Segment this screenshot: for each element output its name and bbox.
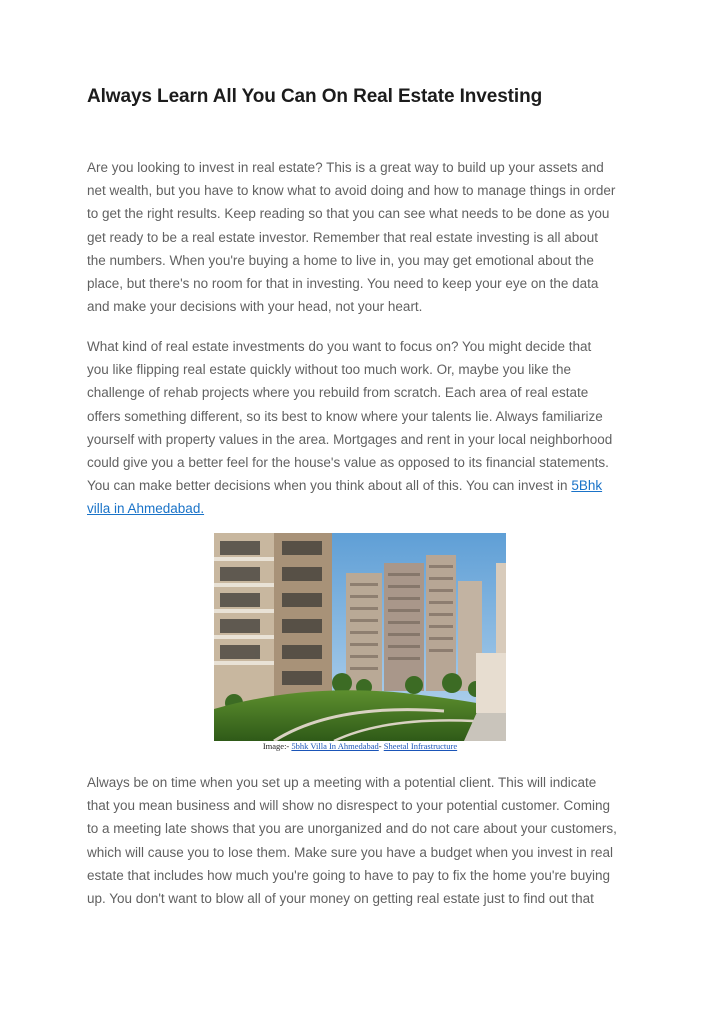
text-line: Are you looking to invest in real estate? This is a great way to build up your assets and — [87, 160, 604, 175]
text-line: place, but there's no room for that in investing. You need to keep your eye on the data — [87, 276, 599, 292]
text-line — [87, 497, 635, 520]
image-caption — [214, 741, 506, 751]
text-line: net wealth, but you have to know what to avoid doing and how to manage things in order — [87, 183, 616, 199]
text-line: offers something different, so its best to know where your talents lie. Always familiarize — [87, 408, 603, 424]
villa-link-continued[interactable]: villa in Ahmedabad. — [87, 501, 205, 517]
caption-separator: - — [378, 741, 384, 751]
text-line: challenge of rehab projects where you rebuild from scratch. Each area of real estate — [87, 385, 589, 401]
text-line: estate that includes how much you're going to have to pay to fix the home you're buying — [87, 867, 610, 883]
text-line: could give you a better feel for the house's value as opposed to its financial statements. — [87, 455, 609, 471]
text-line — [87, 474, 635, 497]
text-line: yourself with property values in the area. Mortgages and rent in your local neighborhood — [87, 431, 613, 447]
villa-link[interactable]: 5Bhk — [571, 478, 603, 494]
text-line: What kind of real estate investments do you want to focus on? You might decide that — [87, 339, 592, 354]
text-line: and make your decisions with your head, not your heart. — [87, 299, 423, 315]
text-line: which will cause you to lose them. Make sure you have a budget when you invest in real — [87, 844, 614, 860]
text-segment: You can make better decisions when you think about all of this. You can invest in — [87, 478, 572, 494]
text-line: to get the right results. Keep reading so that you can see what needs to be done as you — [87, 206, 610, 222]
text-line: that you mean business and will show no disrespect to your potential customer. Coming — [87, 798, 611, 814]
paragraph-investments — [87, 335, 635, 521]
villa-photo — [214, 533, 506, 741]
caption-link-villa[interactable]: 5bhk Villa In Ahmedabad — [291, 741, 379, 751]
text-line: up. You don't want to blow all of your money on getting real estate just to find out that — [87, 891, 594, 907]
caption-link-company[interactable]: Sheetal Infrastructure — [383, 741, 458, 751]
building-illustration — [214, 533, 506, 741]
paragraph-intro — [87, 156, 635, 318]
text-line: the numbers. When you're buying a home to live in, you may get emotional about the — [87, 252, 594, 268]
paragraph-meetings — [87, 771, 635, 910]
page-title: Always Learn All You Can On Real Estate Investing — [87, 86, 543, 107]
text-line: Always be on time when you set up a meeting with a potential client. This will indicate — [87, 775, 597, 790]
caption-prefix: Image:- — [262, 741, 292, 751]
text-line: you like flipping real estate quickly without too much work. Or, maybe you like the — [87, 362, 571, 378]
text-line: to a meeting late shows that you are unorganized and do not care about your customers, — [87, 821, 617, 837]
text-line: get ready to be a real estate investor. Remember that real estate investing is all about — [87, 229, 599, 245]
